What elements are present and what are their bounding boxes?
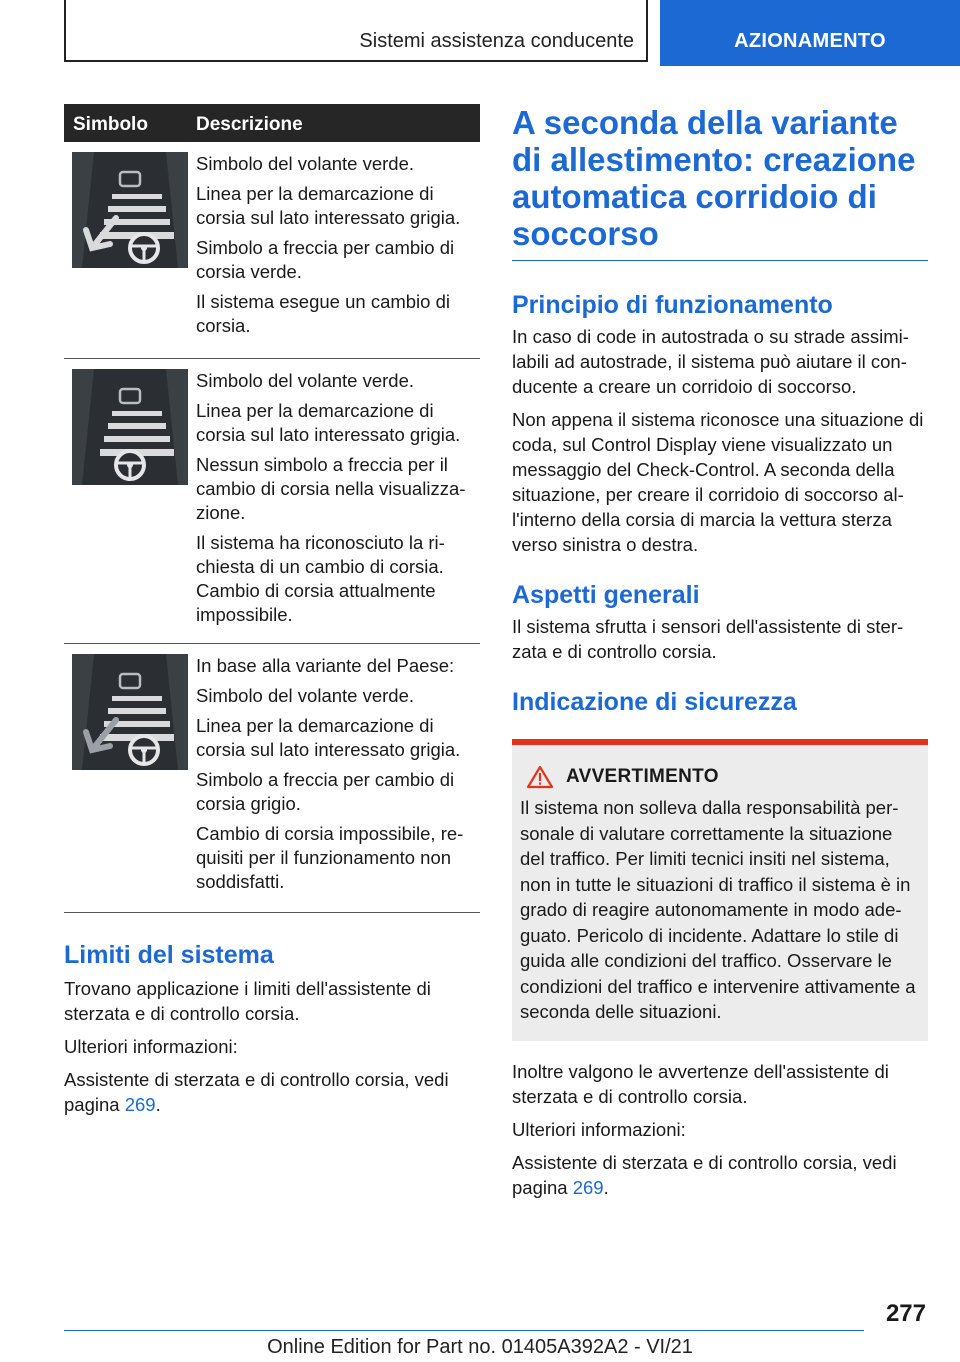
after-more-info: Ulteriori informazioni: (512, 1118, 686, 1140)
principle-heading: Principio di funzionamento (512, 291, 833, 319)
desc-line: Linea per la demarcazione di corsia sul lato interessato grigia. (196, 715, 461, 760)
desc-line: Linea per la demarcazione di corsia sul lato interessato grigia. (196, 400, 461, 445)
warning-title (520, 765, 920, 789)
table-row (64, 359, 480, 644)
lane-change-arrow-icon (72, 152, 188, 268)
row-description (196, 152, 480, 338)
header-section-title: Sistemi assistenza conducente (359, 30, 634, 52)
left-column (64, 104, 480, 1125)
warning-box (512, 739, 928, 1041)
principle-paragraph-1: In caso di code in autostrada o su strade assimi-labili ad autostrade, il sistema può aiutare il con-ducente a creare un corridoio di soccorso. (512, 326, 909, 397)
after-paragraph: Inoltre valgono le avvertenze dell'assistente di sterzata e di controllo corsia. (512, 1060, 889, 1107)
table-row (64, 142, 480, 359)
table-col-symbol: Simbolo (73, 114, 148, 135)
safety-heading: Indicazione di sicurezza (512, 688, 797, 716)
limits-paragraph: Trovano applicazione i limiti dell'assistente di sterzata e di controllo corsia. (64, 978, 431, 1024)
row-description (196, 654, 480, 894)
row-description (196, 369, 480, 627)
section-title: A seconda della variante di allestimento: creazione automatica corridoio di soccorso (512, 104, 928, 261)
footer-edition: Online Edition for Part no. 01405A392A2 - VI/21 (267, 1336, 693, 1358)
page-number: 277 (885, 1300, 926, 1327)
desc-line: Il sistema ha riconosciuto la ri-chiesta di un cambio di corsia. Cambio di corsia attualmente impossibile. (196, 532, 445, 625)
punctuation: . (155, 1094, 161, 1115)
principle-paragraph-2: Non appena il sistema riconosce una situazione di coda, sul Control Display viene visualizzato un messaggio del Check-Control. A seconda della situazione, per creare il corridoio di soccorso al-l'interno della corsia di marcia la vettura sterza verso sinistra o destra. (512, 409, 924, 555)
header-section-box (64, 0, 648, 62)
general-heading: Aspetti generali (512, 581, 700, 609)
desc-line: Simbolo del volante verde. (196, 153, 415, 174)
after-reference-text: Assistente di sterzata e di controllo corsia, vedi pagina (512, 1151, 897, 1198)
table-header (64, 104, 480, 142)
page-link[interactable]: 269 (124, 1094, 156, 1115)
table-col-description: Descrizione (196, 114, 303, 135)
warning-text: Il sistema non solleva dalla responsabilità per-sonale di valutare correttamente la situazione del traffico. Per limiti tecnici insiti nel sistema, non in tutte le situazioni di traffico il sistema è in grado di reagire autonomamente in modo ade-guato. Pericolo di incidente. Adattare lo stile di guida alle condizioni del traffico. Osservare le condizioni del traffico e intervenire attivamente a seconda delle situazioni. (520, 797, 916, 1022)
limits-more-info: Ulteriori informazioni: (64, 1036, 238, 1057)
desc-line: Linea per la demarcazione di corsia sul lato interessato grigia. (196, 183, 461, 228)
limits-reference (64, 1067, 480, 1117)
limits-reference-text: Assistente di sterzata e di controllo corsia, vedi pagina (64, 1069, 449, 1115)
desc-line: Simbolo a freccia per cambio di corsia verde. (196, 237, 455, 282)
desc-line: Il sistema esegue un cambio di corsia. (196, 291, 450, 336)
desc-line: Nessun simbolo a freccia per il cambio di corsia nella visualizza-zione. (196, 454, 466, 523)
warning-label: AVVERTIMENTO (566, 766, 719, 787)
desc-line: In base alla variante del Paese: (196, 655, 455, 676)
general-paragraph: Il sistema sfrutta i sensori dell'assistente di ster-zata e di controllo corsia. (512, 616, 904, 662)
right-column (512, 104, 928, 1208)
header-chapter-label: AZIONAMENTO (734, 30, 886, 52)
desc-line: Simbolo del volante verde. (196, 370, 415, 391)
lane-change-arrow-grey-icon (72, 654, 188, 770)
desc-line: Simbolo del volante verde. (196, 685, 415, 706)
desc-line: Simbolo a freccia per cambio di corsia grigio. (196, 769, 455, 814)
table-row (64, 644, 480, 913)
header-chapter-tab[interactable] (660, 0, 960, 66)
limits-heading: Limiti del sistema (64, 941, 274, 969)
lane-keeping-steering-icon (72, 369, 188, 485)
punctuation: . (603, 1176, 609, 1198)
after-reference (512, 1150, 928, 1200)
footer-divider (64, 1330, 864, 1331)
warning-triangle-icon (526, 765, 554, 789)
page-link[interactable]: 269 (572, 1176, 604, 1198)
desc-line: Cambio di corsia impossibile, re-quisiti per il funzionamento non soddisfatti. (196, 823, 464, 892)
